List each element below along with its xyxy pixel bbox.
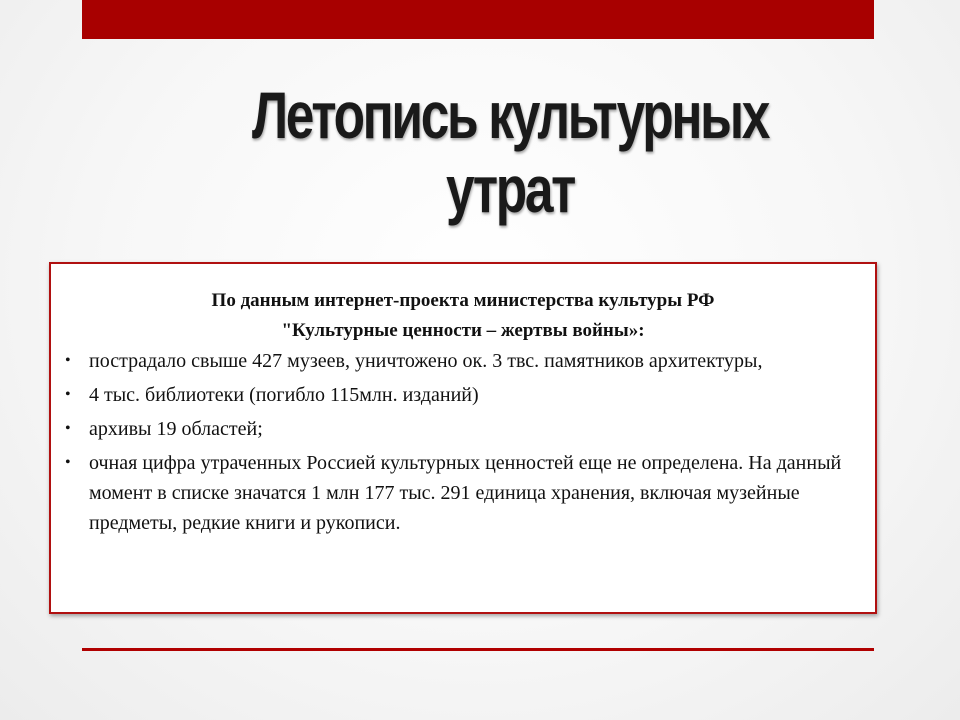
intro-line-1: По данным интернет-проекта министерства культуры РФ bbox=[211, 290, 715, 311]
bullet-text: 4 тыс. библиотеки (погибло 115млн. изданий) bbox=[89, 384, 479, 406]
bullet-list bbox=[51, 346, 875, 538]
bullet-item bbox=[65, 346, 855, 376]
slide-title-line-1: Летопись культурных bbox=[251, 78, 769, 152]
bullet-item bbox=[65, 448, 855, 538]
bullet-marker: • bbox=[65, 352, 71, 369]
bullet-text: очная цифра утраченных Россией культурных ценностей еще не определена. На данный момент в списке значатся 1 млн 177 тыс. 291 единица хранения, включая музейные предметы, редкие книги и рукописи. bbox=[89, 452, 842, 534]
content-box bbox=[49, 262, 877, 614]
bullet-marker: • bbox=[65, 420, 71, 437]
slide-title-line-2: утрат bbox=[445, 152, 575, 226]
intro-text bbox=[71, 286, 855, 346]
bullet-text: пострадало свыше 427 музеев, уничтожено ок. 3 твс. памятников архитектуры, bbox=[89, 350, 763, 372]
bullet-item bbox=[65, 414, 855, 444]
bullet-item bbox=[65, 380, 855, 410]
bottom-accent-line bbox=[82, 648, 874, 651]
slide-title bbox=[229, 78, 791, 226]
bullet-text: архивы 19 областей; bbox=[89, 418, 263, 440]
bullet-marker: • bbox=[65, 454, 71, 471]
bullet-marker: • bbox=[65, 386, 71, 403]
intro-line-2: "Культурные ценности – жертвы войны»: bbox=[281, 320, 645, 341]
top-accent-bar bbox=[82, 0, 874, 39]
